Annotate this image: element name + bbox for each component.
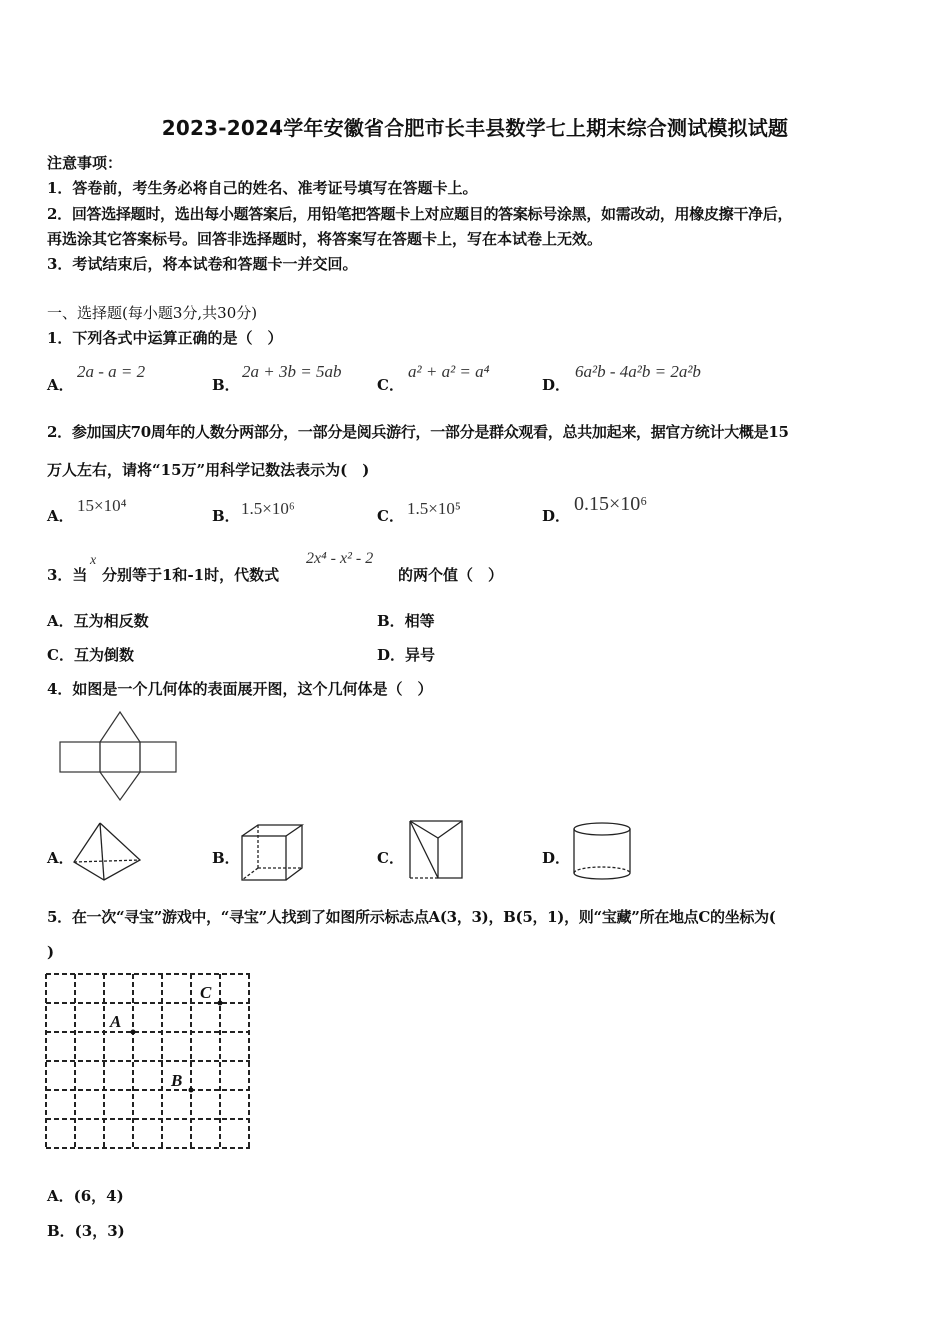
notice-item-1: 1．答卷前，考生务必将自己的姓名、准考证号填写在答题卡上。 <box>47 179 478 197</box>
label-a: A <box>110 1012 122 1031</box>
q5-option-a: A．(6，4) <box>47 1187 124 1205</box>
q1-option-b: 2a + 3b = 5ab <box>242 362 342 381</box>
q1-option-c-label: C． <box>377 376 404 394</box>
q4-option-a-pyramid <box>68 820 144 884</box>
q3-option-d: D．异号 <box>377 646 436 664</box>
q2-option-d: 0.15×10⁶ <box>574 493 648 515</box>
q1-option-d-label: D． <box>542 376 571 394</box>
q1-option-c: a² + a² = a⁴ <box>408 362 490 381</box>
q3-stem-pre: 3．当 <box>47 566 88 584</box>
notice-item-3: 3．考试结束后，将本试卷和答题卡一并交回。 <box>47 255 358 273</box>
q3-option-b: B．相等 <box>377 612 435 630</box>
notice-heading: 注意事项： <box>47 154 123 172</box>
q4-option-b-label: B． <box>212 849 240 867</box>
q5-coordinate-grid <box>40 968 256 1156</box>
q2-option-b: 1.5×10⁶ <box>241 499 295 518</box>
notice-item-2: 2．回答选择题时，选出每小题答案后，用铅笔把答题卡上对应题目的答案标号涂黑，如需改动，用橡皮擦干净后， <box>47 205 793 223</box>
q5-option-b: B．(3，3) <box>47 1222 125 1240</box>
q2-option-a: 15×10⁴ <box>77 496 127 515</box>
q5-stem-line2: ) <box>47 943 55 961</box>
q2-option-c-label: C． <box>377 507 404 525</box>
q2-option-c: 1.5×10⁵ <box>407 499 461 518</box>
q5-stem-line1: 5．在一次“寻宝”游戏中，“寻宝”人找到了如图所示标志点A(3，3)，B(5，1)，则“宝藏”所在地点C的坐标为( <box>47 908 776 926</box>
q4-option-d-label: D． <box>542 849 571 867</box>
page-title: 2023-2024学年安徽省合肥市长丰县数学七上期末综合测试模拟试题 <box>161 116 789 140</box>
label-b: B <box>171 1071 183 1090</box>
label-c: C <box>200 983 212 1002</box>
q3-option-c: C．互为倒数 <box>47 646 134 664</box>
q1-option-a-label: A． <box>47 376 74 394</box>
q4-option-b-cube <box>236 822 308 884</box>
q1-option-d: 6a²b - 4a²b = 2a²b <box>575 362 701 381</box>
q2-stem-line1: 2．参加国庆70周年的人数分两部分，一部分是阅兵游行，一部分是群众观看，总共加起来，据官方统计大概是15 <box>47 423 789 441</box>
point-b <box>189 1088 194 1093</box>
q3-stem-post: 的两个值（ ） <box>398 566 504 584</box>
q1-option-b-label: B． <box>212 376 240 394</box>
q2-option-b-label: B． <box>212 507 240 525</box>
q3-expression: 2x⁴ - x² - 2 <box>306 550 374 567</box>
q4-stem: 4．如图是一个几何体的表面展开图，这个几何体是（ ） <box>47 680 433 698</box>
q1-option-a: 2a - a = 2 <box>77 362 146 381</box>
point-a <box>131 1030 136 1035</box>
section-heading: 一、选择题(每小题3分,共30分) <box>47 304 258 322</box>
q4-option-c-label: C． <box>377 849 404 867</box>
q3-stem-mid: 分别等于1和-1时，代数式 <box>102 566 280 584</box>
q4-option-c-prism <box>404 818 470 884</box>
q2-option-d-label: D． <box>542 507 571 525</box>
q3-option-a: A．互为相反数 <box>47 612 149 630</box>
q2-option-a-label: A． <box>47 507 74 525</box>
q2-stem-line2: 万人左右，请将“15万”用科学记数法表示为( ) <box>47 461 370 479</box>
q1-stem: 1．下列各式中运算正确的是（ ） <box>47 329 283 347</box>
notice-item-2-cont: 再选涂其它答案标号。回答非选择题时，将答案写在答题卡上，写在本试卷上无效。 <box>47 230 603 248</box>
q4-option-a-label: A． <box>47 849 74 867</box>
q4-option-d-cylinder <box>568 820 636 884</box>
point-c <box>218 1001 223 1006</box>
q4-net-diagram <box>55 708 185 804</box>
q3-var: x <box>90 553 97 568</box>
